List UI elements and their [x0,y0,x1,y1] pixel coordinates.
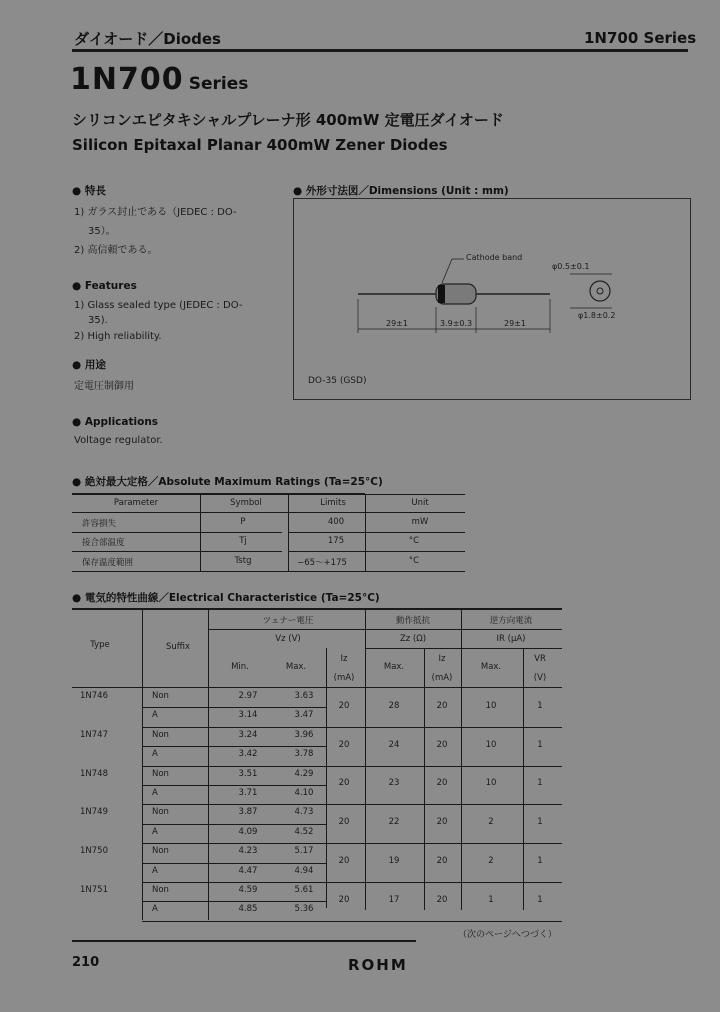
table-rule [208,707,326,708]
elec-zz: 23 [388,778,400,789]
elec-zz: 19 [388,855,400,866]
table-rule [142,882,562,883]
features-jp-item: 2) 高信頼である。 [74,245,158,256]
applications-jp-text: 定電圧制御用 [74,381,134,392]
table-rule [142,707,208,708]
table-rule [208,785,326,786]
elec-type-name: 1N746 [80,691,108,701]
elec-iz2: 20 [436,894,448,905]
applications-en-text: Voltage regulator. [74,435,163,446]
elec-vz-max: 5.36 [294,904,314,915]
table-rule [142,785,208,786]
dimensions-heading: ● 外形寸法図／Dimensions (Unit : mm) [293,185,509,197]
elec-iz: 20 [338,855,350,866]
abs-header-parameter: Parameter [113,498,159,508]
elec-type-name: 1N749 [80,807,108,818]
abs-header-limits: Limits [320,498,346,508]
elec-vz-min: 3.71 [238,788,258,798]
elec-suffix: Non [152,885,169,895]
elec-type-name: 1N750 [80,846,108,857]
elec-h-zz-max: Max. [383,662,405,672]
table-rule [142,921,562,922]
elec-ir: 2 [488,855,494,866]
elec-iz2: 20 [436,739,448,750]
dim-body-diameter: φ1.8±0.2 [578,311,616,320]
elec-vz-max: 3.47 [294,710,314,721]
elec-zz: 28 [388,700,400,711]
elec-vz-max: 3.63 [294,691,314,701]
elec-vr: 1 [537,817,543,828]
table-rule [208,901,326,902]
elec-ir: 1 [488,894,494,905]
elec-vz-min: 3.14 [238,710,258,721]
abs-row-unit: °C [408,536,420,546]
abs-row-param: 保存温度範囲 [82,558,134,568]
elec-suffix: A [152,865,158,876]
elec-vz-max: 5.61 [294,885,314,895]
footer-rule [72,940,416,942]
elec-suffix: Non [152,846,169,857]
table-rule [208,863,326,864]
abs-row-param: 許容損失 [82,519,117,529]
elec-iz: 20 [338,817,350,828]
continued-note: （次のページへつづく） [458,930,557,940]
rohm-logo: ROHM [348,956,408,974]
elec-h-vr: VR [534,654,546,664]
applications-jp-heading: ● 用途 [72,359,106,371]
features-en-item: 1) Glass sealed type (JEDEC : DO- [74,300,243,311]
table-rule [208,746,326,747]
elec-h-iz-unit: (mA) [333,673,355,683]
dimensions-box [293,198,691,400]
elec-iz: 20 [338,778,350,789]
header-category: ダイオード／Diodes [74,30,221,48]
elec-suffix: Non [152,807,169,818]
elec-vz-max: 4.52 [294,826,314,837]
dim-lead-left: 29±1 [386,319,408,328]
abs-row-limit: 400 [327,517,345,527]
elec-h-zz: Zz (Ω) [399,634,427,644]
elec-h-iz2-unit: (mA) [431,673,453,683]
table-rule [142,804,562,805]
elec-h-min: Min. [231,662,249,672]
elec-zz: 24 [388,739,400,750]
elec-iz: 20 [338,739,350,750]
subtitle-en: Silicon Epitaxal Planar 400mW Zener Diodes [72,136,448,154]
elec-iz2: 20 [436,855,448,866]
elec-vz-max: 4.73 [294,807,314,818]
elec-ir: 10 [485,778,497,789]
table-rule [208,824,326,825]
elec-vz-min: 3.51 [238,768,258,779]
dim-body-length: 3.9±0.3 [440,319,473,328]
elec-vz-min: 4.59 [238,885,258,895]
abs-max-heading: ● 絶対最大定格／Absolute Maximum Ratings (Ta=25°C) [72,476,383,488]
elec-suffix: A [152,788,158,798]
abs-row-symbol: Tstg [234,556,252,566]
elec-zz: 17 [388,894,400,905]
elec-vr: 1 [537,739,543,750]
elec-vz-max: 4.94 [294,865,314,876]
elec-suffix: Non [152,691,169,701]
header-series: 1N700 Series [584,29,697,47]
elec-type-name: 1N748 [80,768,108,779]
elec-iz: 20 [338,894,350,905]
features-en-heading: ● Features [72,280,137,292]
elec-h-zz-jp: 動作抵抗 [395,616,431,626]
dim-lead-right: 29±1 [504,319,526,328]
elec-h-vz-jp: ツェナー電圧 [262,616,314,626]
elec-vz-max: 3.96 [294,729,314,740]
title-main: 1N700 [70,62,184,97]
elec-suffix: Non [152,768,169,779]
subtitle-jp: シリコンエピタキシャルプレーナ形 400mW 定電圧ダイオード [72,111,504,129]
dim-lead-diameter: φ0.5±0.1 [552,262,590,271]
end-view-outer [590,281,610,301]
header-rule [72,49,688,52]
elec-suffix: A [152,749,158,760]
elec-iz2: 20 [436,778,448,789]
table-rule [142,727,562,728]
abs-row-unit: °C [408,556,420,566]
elec-ir: 10 [485,739,497,750]
elec-h-iz2: Iz [438,654,446,664]
cathode-band [438,285,445,303]
elec-vz-max: 5.17 [294,846,314,857]
features-en-item: 35). [88,315,108,326]
abs-header-symbol: Symbol [230,498,262,508]
elec-h-ir-max: Max. [480,662,502,672]
elec-vr: 1 [537,700,543,711]
features-jp-item: 1) ガラス封止である（JEDEC : DO- [74,207,237,218]
table-rule [142,824,208,825]
elec-suffix: Non [152,729,169,740]
elec-zz: 22 [388,817,400,828]
elec-vr: 1 [537,855,543,866]
elec-h-type: Type [90,640,110,650]
abs-row-unit: mW [411,517,429,527]
elec-vz-max: 4.10 [294,788,314,798]
elec-h-iz: Iz [340,654,348,664]
elec-suffix: A [152,904,158,915]
features-en-item: 2) High reliability. [74,331,162,342]
abs-row-symbol: Tj [239,536,247,546]
elec-type-name: 1N747 [80,729,108,740]
elec-vz-min: 4.09 [238,826,258,837]
table-rule [142,746,208,747]
abs-row-limit: 175 [327,536,345,546]
diode-outline-drawing [294,199,690,399]
elec-h-ir-jp: 逆方向電流 [489,616,533,626]
cathode-band-label: Cathode band [466,253,523,262]
abs-row-limit: −65～+175 [297,558,347,568]
elec-h-max: Max. [285,662,307,672]
features-jp-heading: ● 特長 [72,185,106,197]
elec-vz-min: 3.24 [238,729,258,740]
elec-vz-min: 3.87 [238,807,258,818]
elec-vz-min: 3.42 [238,749,258,760]
elec-h-vz: Vz (V) [275,634,301,644]
elec-ir: 10 [485,700,497,711]
elec-ir: 2 [488,817,494,828]
applications-en-heading: ● Applications [72,416,159,428]
table-rule [142,901,208,902]
elec-heading: ● 電気的特性曲線／Electrical Characteristice (Ta=25°C) [72,592,380,604]
elec-vr: 1 [537,778,543,789]
table-rule [142,766,562,767]
elec-h-vr-unit: (V) [533,673,547,683]
abs-header-unit: Unit [411,498,429,508]
package-label: DO-35 (GSD) [308,376,367,386]
elec-suffix: A [152,826,158,837]
abs-row-param: 接合部温度 [82,538,125,548]
elec-vz-max: 4.29 [294,768,314,779]
elec-h-ir: IR (μA) [496,634,526,644]
page-number: 210 [72,955,100,970]
elec-vz-max: 3.78 [294,749,314,760]
elec-vz-min: 4.23 [238,846,258,857]
elec-vz-min: 4.85 [238,904,258,915]
elec-iz2: 20 [436,817,448,828]
table-rule [142,863,208,864]
end-view-lead [597,288,603,294]
elec-vr: 1 [537,894,543,905]
elec-vz-min: 2.97 [238,691,258,701]
elec-iz2: 20 [436,700,448,711]
elec-type-name: 1N751 [80,885,108,895]
table-rule [142,843,562,844]
features-jp-item: 35）。 [88,226,116,237]
elec-iz: 20 [338,700,350,711]
elec-h-suffix: Suffix [165,642,191,652]
elec-vz-min: 4.47 [238,865,258,876]
page-title [70,62,248,97]
abs-row-symbol: P [240,517,246,527]
elec-suffix: A [152,710,158,721]
title-series: Series [188,74,249,94]
